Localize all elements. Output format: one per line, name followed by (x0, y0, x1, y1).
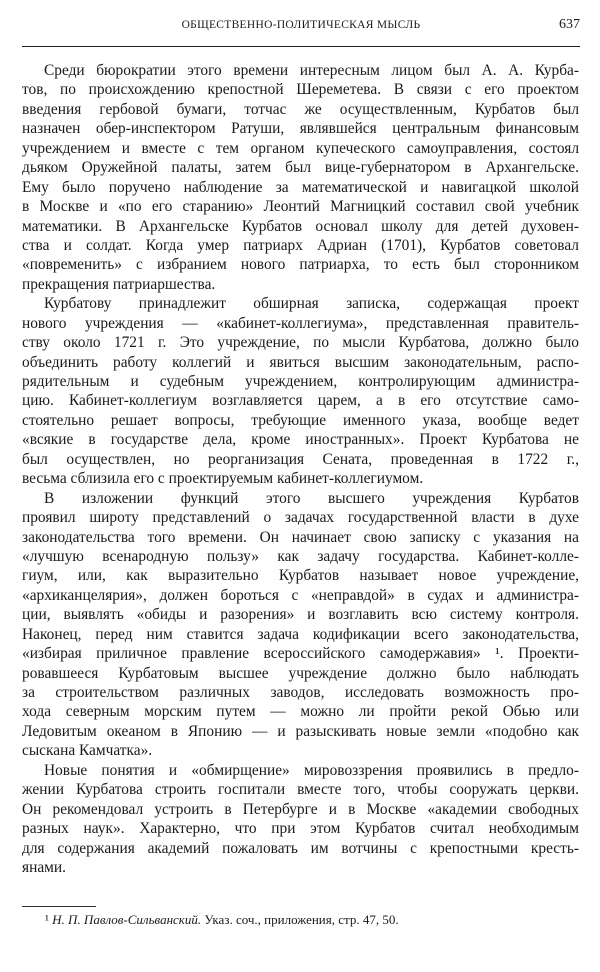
text-line: сыскана Камчатка». (22, 742, 153, 760)
text-line: Ему было поручено наблюдение за математической и навигацкой школой (22, 178, 579, 196)
paragraph (22, 294, 579, 488)
text-line: учреждением и вместе с тем органом купеческого самоуправления, состоял (22, 139, 579, 157)
text-line: математики. В Архангельске Курбатов основал школу для детей духовен- (22, 217, 579, 235)
text-line: назначен обер-инспектором Ратуши, являвшейся центральным финансовым (22, 120, 579, 138)
text-line: введения гербовой бумаги, тотчас же осуществленным, Курбатов был (22, 100, 579, 118)
paragraph (22, 489, 579, 761)
text-line: «архиканцелярия», должен бороться с «неправдой» в судах и администра- (22, 586, 579, 604)
running-title: ОБЩЕСТВЕННО-ПОЛИТИЧЕСКАЯ МЫСЛЬ (181, 19, 421, 31)
text-line: Новые понятия и «обмирщение» мировоззрения проявились в предло- (44, 761, 579, 779)
text-line: прекращения патриаршества. (22, 275, 216, 293)
text-line: для содержания академий пожаловать им вотчины с крепостными кресть- (22, 839, 579, 857)
paragraph (22, 61, 579, 294)
text-line: янами. (22, 858, 66, 876)
text-line: в Москве и «по его старанию» Леонтий Магницкий составил свой учебник (22, 198, 579, 216)
text-line: хода северным морским путем — можно ли пройти рекой Обью или (22, 703, 579, 721)
footnote-marker: ¹ (45, 912, 49, 927)
text-line: Он рекомендовал устроить в Петербурге и в Москве «академии свободных (22, 800, 579, 818)
text-line: тов, по происхождению крепостной Шереметева. В связи с его проектом (22, 81, 579, 99)
footnote-text: Указ. соч., приложения, стр. 47, 50. (204, 912, 399, 927)
footnote-author: Н. П. Павлов-Сильванский. (52, 912, 202, 927)
footnote (45, 912, 399, 928)
text-line: «всякие в государстве дела, кроме иностранных». Проект Курбатова не (22, 431, 579, 449)
text-line: жении Курбатова строить госпитали вместе того, чтобы сооружать церкви. (22, 781, 579, 799)
text-line: рядительным и судебным учреждением, контролирующим администра- (22, 373, 579, 390)
text-line: нового учреждения — «кабинет-коллегиума», представленная правитель- (22, 314, 579, 332)
text-line: весьма сблизила его с проектируемым кабинет-коллегиумом. (22, 470, 424, 488)
text-line: «повременить» с избранием нового патриарха, то есть был сторонником (22, 256, 579, 274)
text-line: «избирая приличное правление всероссийского самодержавия» ¹. Проекти- (22, 645, 579, 663)
text-line: стоятельно решает вопросы, требующие именного указа, вообще ведет (22, 411, 579, 429)
text-line: ции, выявлять «обиды и разорения» и возглавить всю систему контроля. (22, 606, 579, 624)
text-line: В изложении функций этого высшего учреждения Курбатов (44, 489, 579, 507)
text-line: Наконец, перед ним ставится задача кодификации всего законодательства, (22, 625, 579, 643)
text-line: дьяком Оружейной палаты, затем был вице-губернатором в Архангельске. (22, 159, 579, 177)
text-line: ровавшееся Курбатовым высшее учреждение должно было наблюдать (22, 664, 579, 682)
text-line: гиум, или, как выразительно Курбатов называет новое учреждение, (22, 567, 579, 585)
text-line: цию. Кабинет-коллегиум возглавляется царем, а в его отсутствие само- (22, 392, 579, 410)
text-line: законодательства того времени. Он начинает свою записку с указания на (22, 528, 579, 546)
text-line: проявил широту представлений о задачах государственной власти в духе (22, 509, 579, 527)
page-header (22, 16, 580, 38)
text-line: ства и солдат. Когда умер патриарх Адриан (1701), Курбатов советовал (22, 236, 579, 254)
footnote-rule (22, 906, 96, 907)
text-line: ству около 1721 г. Это учреждение, по мысли Курбатова, должно было (22, 334, 579, 352)
text-line: за строительством различных заводов, исследовать возможность про- (22, 684, 579, 701)
body-text (22, 61, 579, 877)
text-line: был осуществлен, но реорганизация Сената, проведенная в 1722 г., (22, 450, 579, 468)
header-rule (22, 46, 580, 47)
text-line: Среди бюрократии этого времени интересным лицом был А. А. Курба- (44, 62, 579, 79)
text-line: Ледовитым океаном в Японию — и разыскивать новые земли «подобно как (22, 722, 579, 740)
text-line: разных наук». Характерно, что при этом Курбатов считал необходимым (22, 820, 579, 838)
text-line: «лучшую всенародную пользу» как задачу государства. Кабинет-колле- (22, 547, 579, 565)
paragraph (22, 761, 579, 878)
text-line: объединить работу коллегий и явиться высшим законодательным, распо- (22, 353, 579, 371)
page-number: 637 (559, 17, 580, 32)
text-line: Курбатову принадлежит обширная записка, содержащая проект (44, 295, 579, 313)
